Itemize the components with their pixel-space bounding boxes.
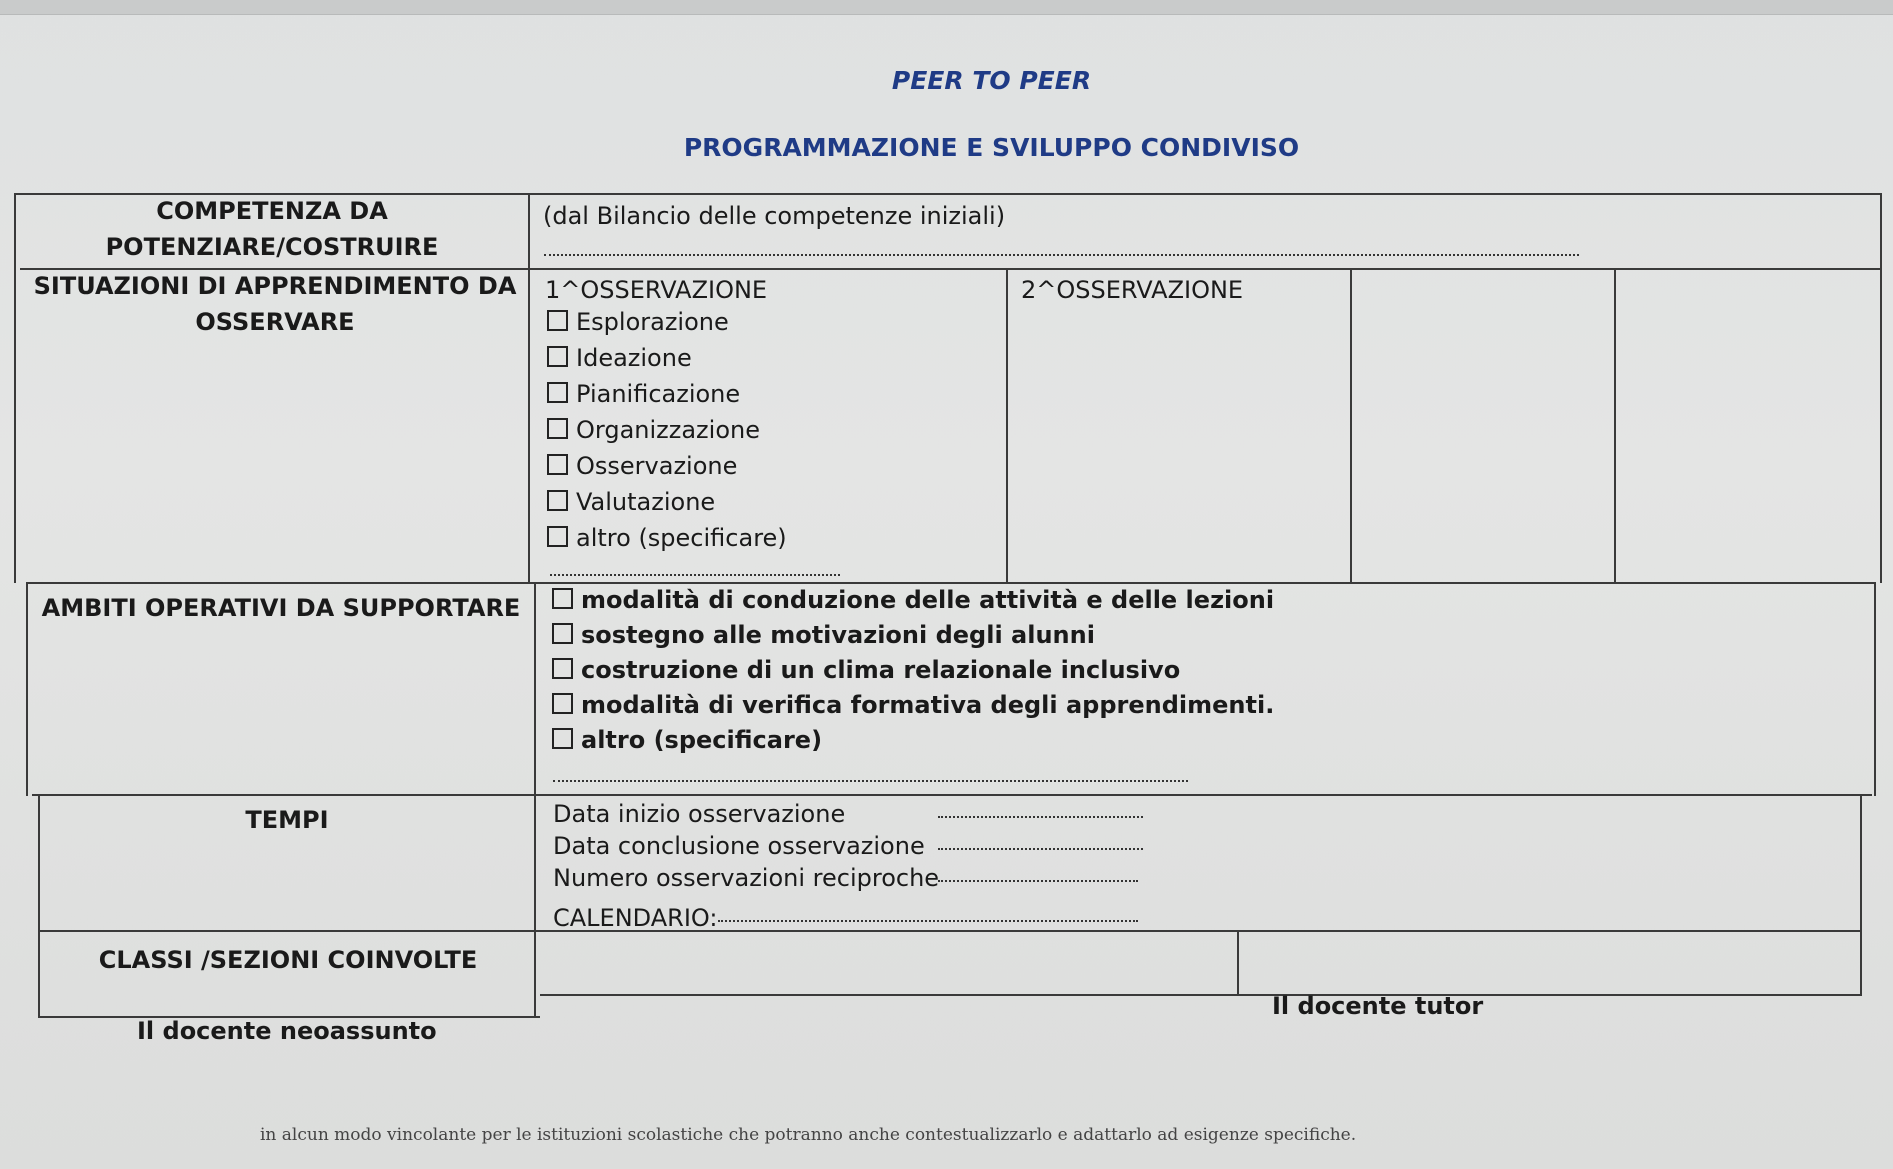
competenza-fill-line[interactable] (544, 254, 1579, 256)
table-border-right-3 (1860, 794, 1862, 996)
footer-note: in alcun modo vincolante per le istituzioni scolastiche che potranno anche contestualizzarlo e adattarlo ad esigenze specifiche. (260, 1125, 1357, 1145)
obs2-header: 2^OSSERVAZIONE (1021, 276, 1244, 304)
calendario-label: CALENDARIO: (553, 904, 718, 932)
row-divider-4 (38, 930, 1862, 932)
ambito-altro[interactable]: altro (specificare) (552, 726, 1274, 761)
checkbox-icon[interactable] (547, 310, 568, 331)
ambito-clima[interactable]: costruzione di un clima relazionale inclusivo (552, 656, 1274, 691)
checkbox-icon[interactable] (547, 454, 568, 475)
calendario-fill[interactable] (718, 920, 1138, 922)
competenza-source: (dal Bilancio delle competenze iniziali) (543, 202, 1006, 230)
option-organizzazione[interactable]: Organizzazione (547, 416, 787, 452)
data-inizio-label: Data inizio osservazione (553, 800, 846, 828)
situazioni-altro-fill-line[interactable] (550, 574, 840, 576)
classi-cell-2[interactable] (1240, 934, 1858, 992)
data-conclusione-fill[interactable] (938, 848, 1143, 850)
situazioni-options (547, 308, 787, 560)
checkbox-icon[interactable] (552, 658, 573, 679)
table-border-bottom-right (540, 994, 1860, 996)
checkbox-icon[interactable] (552, 728, 573, 749)
document-title: PEER TO PEER (891, 66, 1092, 95)
table-border-right-1 (1880, 193, 1882, 583)
checkbox-icon[interactable] (552, 693, 573, 714)
signature-neoassunto: Il docente neoassunto (137, 1017, 437, 1045)
competenza-label: COMPETENZA DA POTENZIARE/COSTRUIRE (105, 197, 439, 261)
column-divider-obs2 (1350, 270, 1352, 584)
data-inizio-fill[interactable] (938, 816, 1143, 818)
window-top-bar (0, 0, 1893, 15)
ambito-conduzione[interactable]: modalità di conduzione delle attività e delle lezioni (552, 586, 1274, 621)
numero-osservazioni-fill[interactable] (938, 880, 1138, 882)
checkbox-icon[interactable] (547, 418, 568, 439)
option-esplorazione[interactable]: Esplorazione (547, 308, 787, 344)
table-border-right-2 (1874, 582, 1876, 796)
row-divider-3 (32, 794, 1872, 796)
obs1-header: 1^OSSERVAZIONE (545, 276, 768, 304)
situazioni-label: SITUAZIONI DI APPRENDIMENTO DA OSSERVARE (33, 272, 517, 336)
row-divider-2 (26, 582, 1876, 584)
column-divider-extra (1614, 270, 1616, 584)
checkbox-icon[interactable] (552, 623, 573, 644)
ambito-verifica[interactable]: modalità di verifica formativa degli apprendimenti. (552, 691, 1274, 726)
ambiti-label: AMBITI OPERATIVI DA SUPPORTARE (41, 594, 521, 622)
checkbox-icon[interactable] (547, 490, 568, 511)
option-ideazione[interactable]: Ideazione (547, 344, 787, 380)
numero-osservazioni-label: Numero osservazioni reciproche (553, 864, 940, 892)
tempi-label: TEMPI (245, 806, 329, 834)
signature-tutor: Il docente tutor (1272, 992, 1484, 1020)
option-altro[interactable]: altro (specificare) (547, 524, 787, 560)
checkbox-icon[interactable] (552, 588, 573, 609)
option-valutazione[interactable]: Valutazione (547, 488, 787, 524)
document-subtitle: PROGRAMMAZIONE E SVILUPPO CONDIVISO (683, 133, 1300, 162)
column-divider-obs1 (1006, 270, 1008, 584)
checkbox-icon[interactable] (547, 526, 568, 547)
classi-label: CLASSI /SEZIONI COINVOLTE (98, 946, 478, 974)
option-pianificazione[interactable]: Pianificazione (547, 380, 787, 416)
ambito-motivazioni[interactable]: sostegno alle motivazioni degli alunni (552, 621, 1274, 656)
option-osservazione[interactable]: Osservazione (547, 452, 787, 488)
classi-cell-1[interactable] (540, 934, 1234, 992)
column-divider-classi (1237, 930, 1239, 996)
checkbox-icon[interactable] (547, 382, 568, 403)
ambiti-options (552, 586, 1274, 761)
checkbox-icon[interactable] (547, 346, 568, 367)
data-conclusione-label: Data conclusione osservazione (553, 832, 925, 860)
ambiti-altro-fill-line[interactable] (553, 780, 1188, 782)
